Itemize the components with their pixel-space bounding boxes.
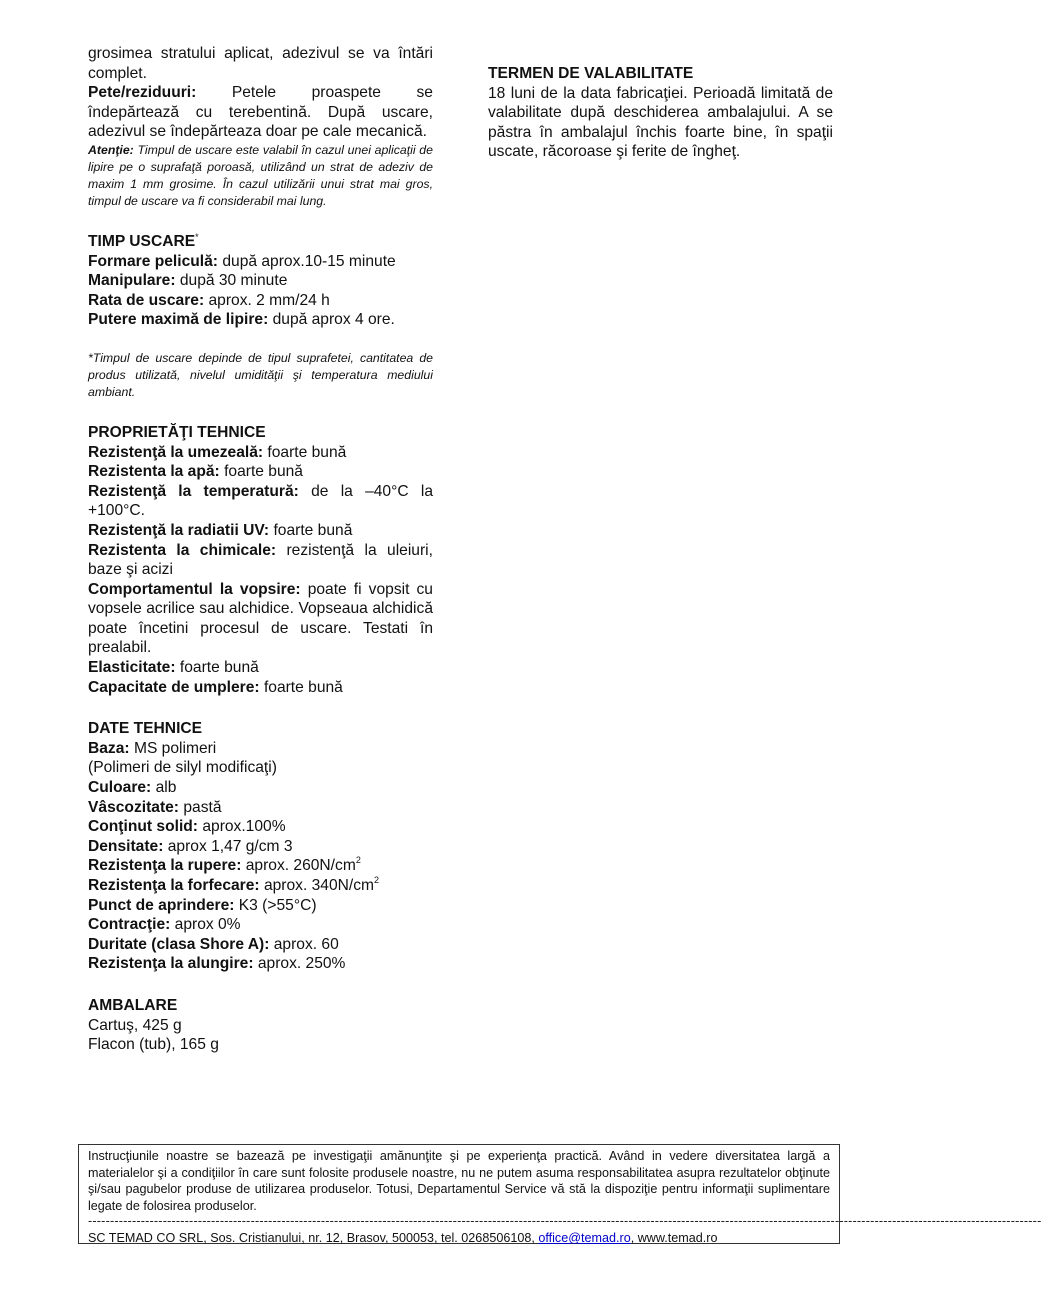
drying-time-heading	[88, 232, 433, 252]
shelf-life-heading: TERMEN DE VALABILITATE	[488, 65, 694, 82]
spec-value: după aprox.10-15 minute	[222, 252, 396, 270]
spec-value: aprox. 340N/cm	[263, 877, 375, 894]
separator-line: -------------------------------------------------------------------------------------------------------------------------------------------------------------------------------------------------------------------------	[88, 1214, 1041, 1228]
spec-row	[88, 482, 433, 521]
spec-row	[88, 443, 433, 463]
spec-row	[88, 541, 433, 580]
spec-row	[88, 935, 433, 955]
spec-label: Elasticitate:	[88, 659, 176, 677]
spec-value: foarte bună	[179, 659, 259, 677]
spec-label: Rezistenta la chimicale:	[88, 541, 277, 559]
spec-label: Capacitate de umplere:	[88, 678, 260, 696]
spec-row	[88, 521, 433, 541]
spec-value: alb	[155, 779, 177, 797]
spec-value: de la –40°C la +100°C.	[88, 482, 433, 520]
right-column	[488, 64, 833, 162]
spec-value: aprox 1,47 g/cm 3	[167, 837, 293, 855]
spec-label: Putere maximă de lipire:	[88, 311, 269, 329]
spec-row	[88, 778, 433, 798]
spec-label: Rezistenţă la umezeală:	[88, 443, 264, 461]
spec-row	[88, 310, 433, 330]
spec-label: Conţinut solid:	[88, 818, 198, 836]
website-text: , www.temad.ro	[630, 1231, 718, 1245]
company-contact	[88, 1230, 830, 1247]
spec-row	[88, 252, 433, 272]
spec-label: Manipulare:	[88, 272, 176, 290]
technical-data-heading: DATE TEHNICE	[88, 720, 203, 738]
spec-row	[88, 739, 433, 759]
spec-label: Rezistenţă la temperatură:	[88, 482, 299, 500]
spec-label: Rezistenţa la alungire:	[88, 955, 254, 973]
company-address: SC TEMAD CO SRL, Sos. Cristianului, nr. 12, Brasov, 500053, tel. 0268506108,	[88, 1231, 535, 1245]
spec-label: Comportamentul la vopsire:	[88, 580, 301, 598]
spec-row	[88, 856, 433, 876]
attention-label: Atenţie:	[88, 142, 134, 157]
disclaimer-text: Instrucţiunile noastre se bazează pe investigaţii amănunţite şi pe experienţa practică. Având in vedere diversitatea largă a materialelor şi a condiţiilor în care sunt folosite produsele noastre, nu ne putem asuma responsabilitatea asupra rezultatelor obţinute şi/sau pagubelor produse de utilizarea produselor. Totusi, Departamentul Service vă stă la dispoziţie pentru informaţii suplimentare legate de folosirea produselor.	[88, 1149, 830, 1213]
spec-label: Rezistenţa la rupere:	[88, 857, 242, 875]
spec-value: aprox. 260N/cm	[245, 857, 356, 875]
spec-value: foarte bună	[263, 678, 343, 696]
stains-text: Petele proaspete se îndepărtează cu terebentină. După uscare, adezivul se îndepărteaza doar pe cale mecanică.	[88, 84, 433, 141]
spec-label: Rezistenţă la radiatii UV:	[88, 521, 270, 539]
attention-note	[88, 142, 433, 210]
drying-time-heading-text: TIMP USCARE	[88, 232, 196, 250]
spec-label: Vâscozitate:	[88, 798, 179, 816]
packaging-item: Flacon (tub), 165 g	[88, 1036, 219, 1054]
spec-value: aprox 0%	[174, 916, 241, 934]
spec-value: după aprox 4 ore.	[272, 311, 395, 329]
disclaimer-box	[78, 1144, 1041, 1245]
spec-value: pastă	[183, 798, 222, 816]
spec-row	[88, 915, 433, 935]
spec-value: foarte bună	[224, 463, 303, 481]
spec-row	[88, 837, 433, 857]
spec-row	[88, 678, 433, 698]
spec-label: Duritate (clasa Shore A):	[88, 935, 270, 953]
spec-value: aprox. 2 mm/24 h	[208, 291, 330, 309]
packaging-heading: AMBALARE	[88, 996, 178, 1014]
email-link[interactable]: office@temad.ro	[538, 1231, 631, 1245]
spec-row	[88, 291, 433, 311]
spec-value: rezistenţă la uleiuri, baze şi acizi	[88, 541, 433, 579]
spec-label: Baza:	[88, 739, 130, 757]
stains-paragraph	[88, 83, 433, 142]
spec-label: Formare peliculă:	[88, 252, 218, 270]
base-note: (Polimeri de silyl modificaţi)	[88, 759, 277, 777]
spec-value: foarte bună	[273, 521, 353, 539]
spec-value: poate fi vopsit cu vopsele acrilice sau alchidice. Vopseaua alchidică poate încetini procesul de uscare. Testati în prealabil.	[88, 580, 433, 657]
spec-value: MS polimeri	[133, 739, 217, 757]
spec-label: Rata de uscare:	[88, 291, 205, 309]
technical-properties-heading: PROPRIETĂŢI TEHNICE	[88, 423, 266, 441]
attention-text: Timpul de uscare este valabil în cazul unei aplicaţii de lipire pe o suprafaţă poroasă, utilizând un strat de adeziv de maxim 1 mm grosime. În cazul utilizării unui strat mai gros, timpul de uscare va fi considerabil mai lung.	[88, 142, 433, 208]
drying-time-footnote: *Timpul de uscare depinde de tipul suprafetei, cantitatea de produs utilizată, nivelul umidităţii şi temperatura mediului ambiant.	[88, 350, 433, 399]
spec-row	[88, 271, 433, 291]
spec-value: aprox. 60	[273, 935, 339, 953]
superscript: 2	[374, 874, 380, 885]
spec-row	[88, 896, 433, 916]
packaging-item: Cartuş, 425 g	[88, 1016, 182, 1034]
spec-label: Punct de aprindere:	[88, 896, 235, 914]
spec-row	[88, 658, 433, 678]
stains-label: Pete/reziduuri:	[88, 84, 197, 102]
drying-time-star: *	[195, 231, 199, 242]
shelf-life-text: 18 luni de la data fabricaţiei. Perioadă limitată de valabilitate după deschiderea ambalajului. A se păstra în ambalajul închis foarte bine, în spaţii uscate, răcoroase şi ferite de îngheţ.	[488, 84, 833, 161]
spec-label: Rezistenta la apă:	[88, 463, 220, 481]
spec-value: K3 (>55°C)	[238, 896, 317, 914]
superscript: 2	[355, 855, 361, 866]
spec-row	[88, 462, 433, 482]
intro-paragraph: grosimea stratului aplicat, adezivul se va întări complet.	[88, 45, 433, 82]
spec-value: aprox.100%	[202, 818, 286, 836]
spec-label: Rezistenţa la forfecare:	[88, 877, 260, 894]
spec-label: Culoare:	[88, 779, 152, 797]
spec-value: după 30 minute	[179, 272, 288, 290]
spec-value: aprox. 250%	[257, 955, 346, 973]
left-column	[88, 44, 433, 1055]
spec-row	[88, 876, 433, 896]
spec-value: foarte bună	[267, 443, 347, 461]
spec-row	[88, 954, 433, 974]
spec-row	[88, 580, 433, 658]
spec-row	[88, 798, 433, 818]
spec-label: Contracţie:	[88, 916, 171, 934]
spec-label: Densitate:	[88, 837, 164, 855]
spec-row	[88, 817, 433, 837]
